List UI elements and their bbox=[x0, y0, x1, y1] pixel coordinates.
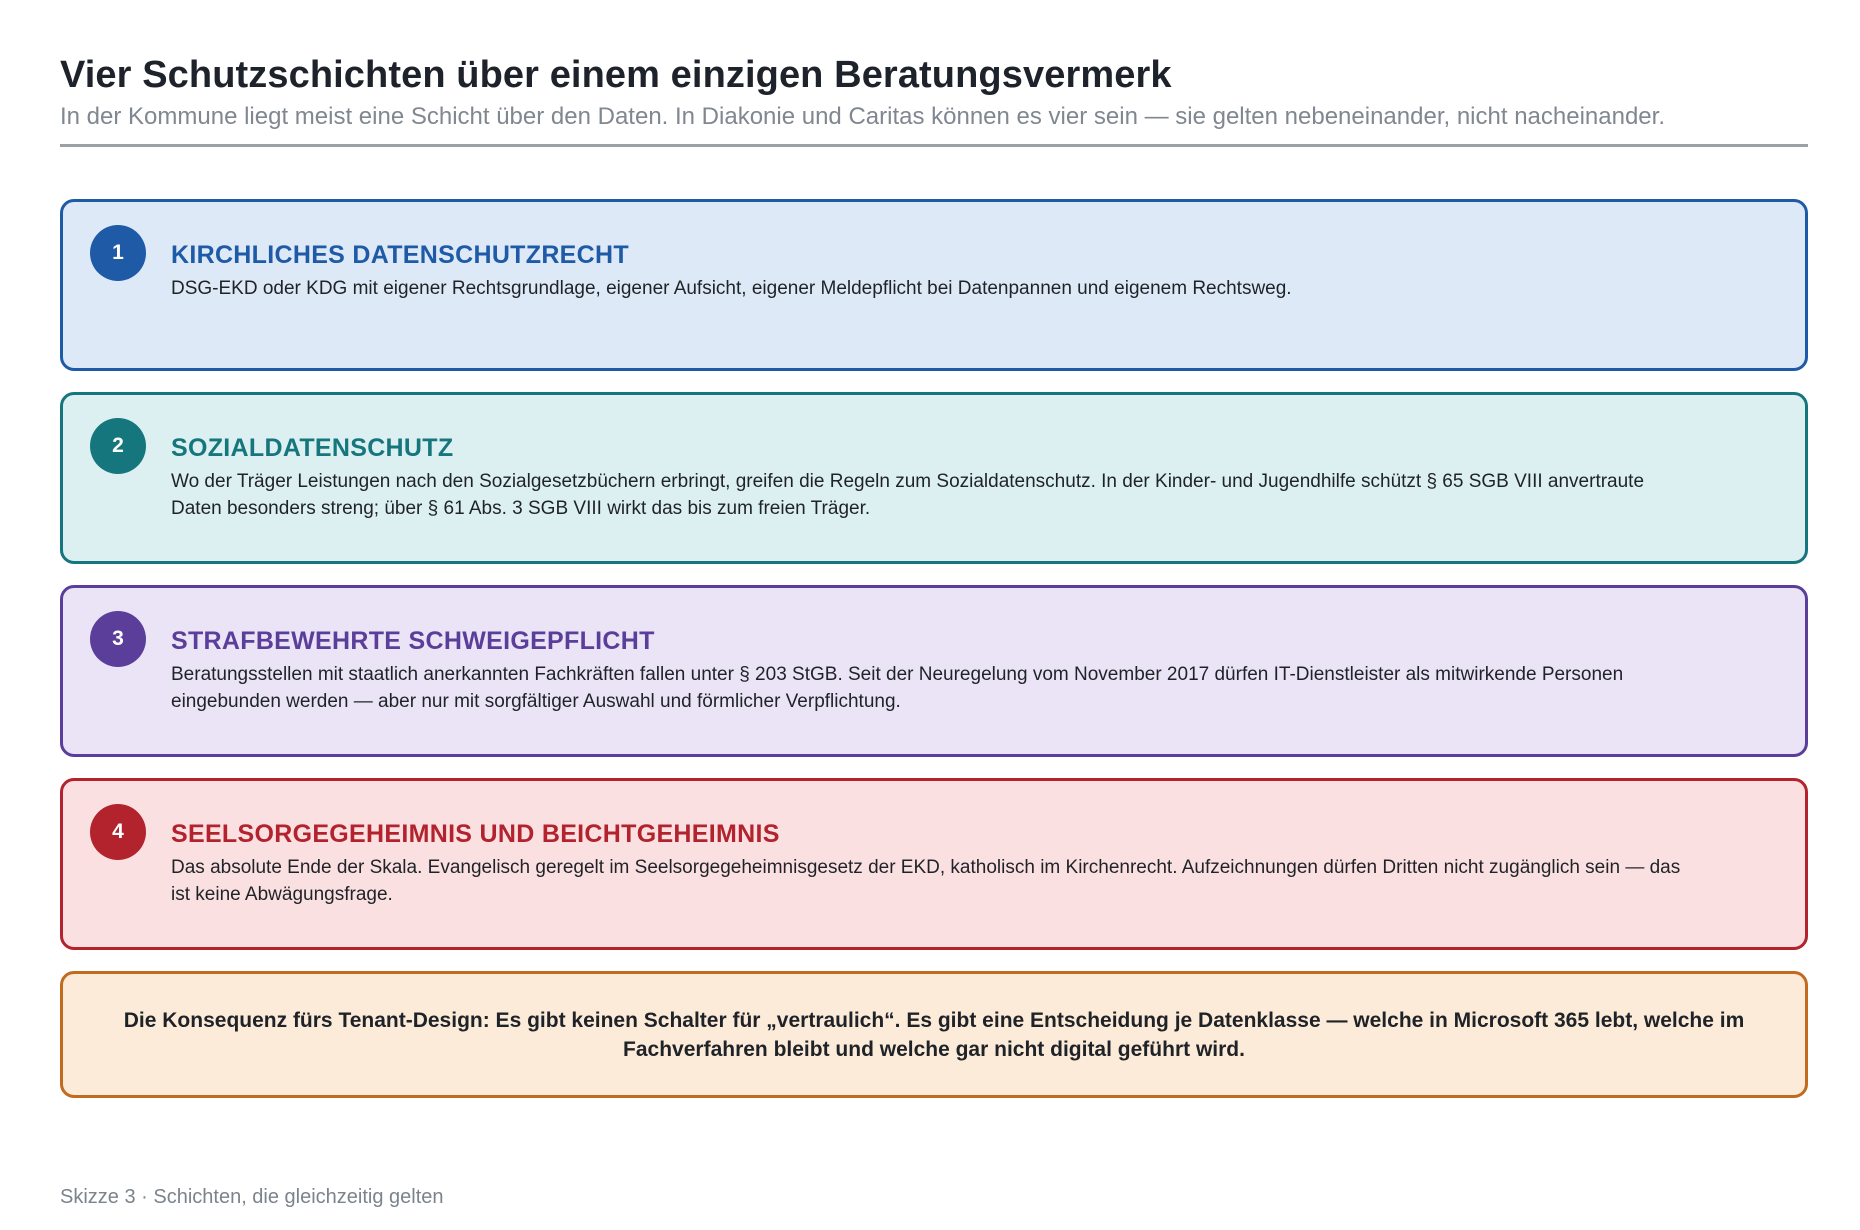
figure bbox=[60, 50, 1808, 1098]
consequence-callout bbox=[60, 971, 1808, 1098]
layer-stack bbox=[60, 199, 1808, 950]
layer-number-badge: 1 bbox=[90, 225, 146, 281]
page-title: Vier Schutzschichten über einem einzigen Beratungsvermerk bbox=[60, 54, 1172, 96]
header-divider bbox=[60, 144, 1808, 147]
layer-number-badge: 3 bbox=[90, 611, 146, 667]
consequence-text: Die Konsequenz fürs Tenant-Design: Es gibt keinen Schalter für „vertraulich“. Es gibt eine Entscheidung je Datenklasse — welche in Microsoft 365 lebt, welche im Fachverfahren bleibt und welche gar nicht digital geführt wird. bbox=[123, 1008, 1745, 1061]
layer-description: Das absolute Ende der Skala. Evangelisch geregelt im Seelsorgegeheimnisgesetz der EKD, katholisch im Kirchenrecht. Aufzeichnungen dürfen Dritten nicht zugänglich sein — das ist keine Abwägungsfrage. bbox=[171, 857, 1681, 905]
layer-title: SOZIALDATENSCHUTZ bbox=[171, 434, 454, 462]
layer-number-badge: 2 bbox=[90, 418, 146, 474]
layer-title: STRAFBEWEHRTE SCHWEIGEPFLICHT bbox=[171, 627, 655, 655]
layer-card-2 bbox=[60, 392, 1808, 564]
layer-description: DSG-EKD oder KDG mit eigener Rechtsgrundlage, eigener Aufsicht, eigener Meldepflicht bei Datenpannen und eigenem Rechtsweg. bbox=[171, 278, 1292, 299]
layer-card-3 bbox=[60, 585, 1808, 757]
layer-card-1 bbox=[60, 199, 1808, 371]
layer-title: SEELSORGEGEHEIMNIS UND BEICHTGEHEIMNIS bbox=[171, 820, 780, 848]
layer-description: Beratungsstellen mit staatlich anerkannten Fachkräften fallen unter § 203 StGB. Seit der Neuregelung vom November 2017 dürfen IT-Dienstleister als mitwirkende Personen eingebunden werden — aber nur mit sorgfältiger Auswahl und förmlicher Verpflichtung. bbox=[171, 664, 1624, 712]
layer-description: Wo der Träger Leistungen nach den Sozialgesetzbüchern erbringt, greifen die Regeln zum Sozialdatenschutz. In der Kinder- und Jugendhilfe schützt § 65 SGB VIII anvertraute Daten besonders streng; über § 61 Abs. 3 SGB VIII wirkt das bis zum freien Träger. bbox=[171, 471, 1645, 519]
figure-caption: Skizze 3 · Schichten, die gleichzeitig gelten bbox=[60, 1186, 444, 1208]
layer-card-4 bbox=[60, 778, 1808, 950]
layer-title: KIRCHLICHES DATENSCHUTZRECHT bbox=[171, 241, 629, 269]
page-subtitle: In der Kommune liegt meist eine Schicht über den Daten. In Diakonie und Caritas können es vier sein — sie gelten nebeneinander, nicht nacheinander. bbox=[60, 103, 1665, 130]
layer-number-badge: 4 bbox=[90, 804, 146, 860]
